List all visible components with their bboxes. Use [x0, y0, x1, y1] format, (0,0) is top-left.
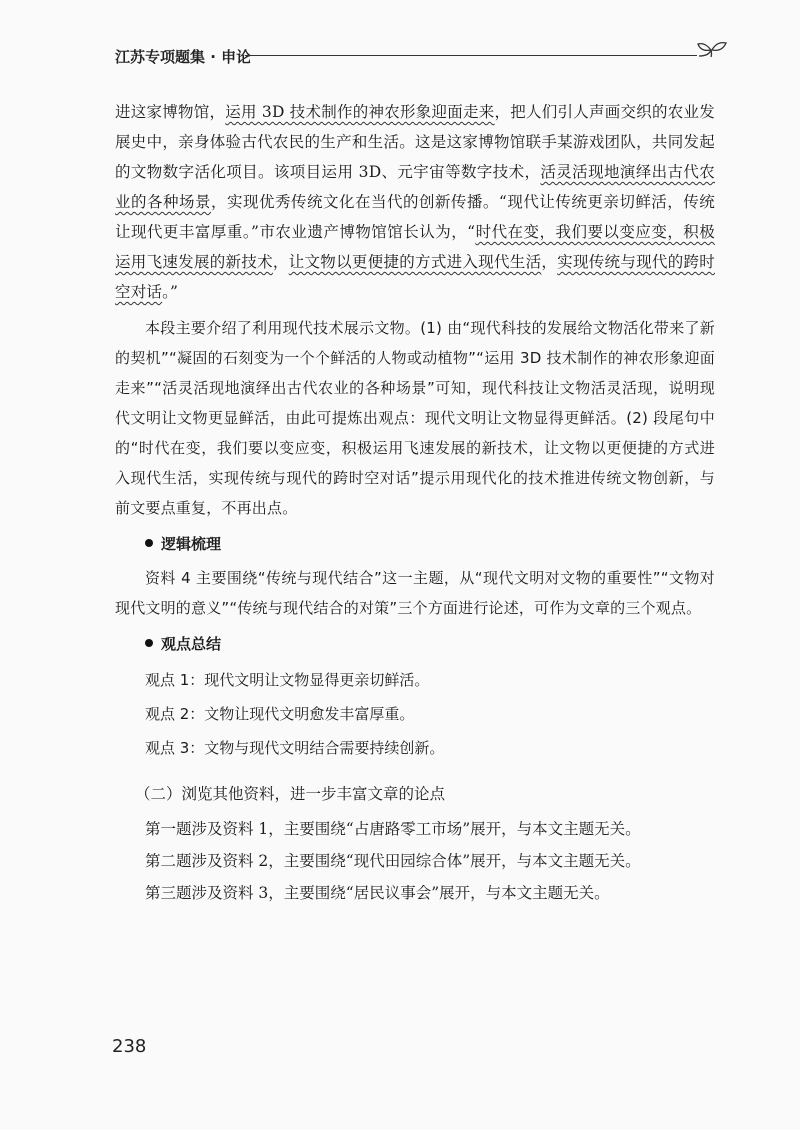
text-run: ，实现优秀传统文化在当代的创新传播。“现代让传统更亲切鲜活，传统让现代更丰富厚重。”市农业遗产博物馆馆长认为，“ [115, 193, 716, 241]
highlighted-phrase: 实现传统与现代的跨时空对话 [115, 253, 715, 301]
page-number: 238 [112, 1036, 147, 1057]
highlighted-phrase: 活灵活现地演绎出古代农业的各种场景 [115, 163, 715, 211]
view-point-3: 观点 3：文物与现代文明结合需要持续创新。 [145, 739, 445, 757]
text-run: 。” [162, 283, 179, 301]
sprout-icon [695, 40, 731, 70]
header-rule [245, 55, 697, 56]
text-run: ， [541, 253, 558, 271]
header-title: 江苏专项题集 · 申论 [115, 48, 252, 66]
text-run: ，把人们引人声画交织的农业发展史中，亲身体验古代农民的生产和生活。这是这家博物馆联手某游戏团队，共同发起的文物数字活化项目。该项目运用 3D、元宇宙等数字技术， [115, 103, 715, 181]
logic-paragraph: 资料 4 主要围绕“传统与现代结合”这一主题，从“现代文明对文物的重要性”“文物对现代文明的意义”“传统与现代结合的对策”三个方面进行论述，可作为文章的三个观点。 [115, 569, 715, 617]
browse-item-3: 第三题涉及资料 3，主要围绕“居民议事会”展开，与本文主题无关。 [145, 884, 610, 902]
highlighted-phrase: 时代在变，我们要以变应变，积极运用飞速发展的新技术 [115, 223, 715, 271]
analysis-paragraph: 本段主要介绍了利用现代技术展示文物。(1) 由“现代科技的发展给文物活化带来了新的契机”“凝固的石刻变为一个个鲜活的人物或动植物”“运用 3D 技术制作的神农形象迎面走来”“活灵活现地演绎出古代农业的各种场景”可知，现代科技让文物活灵活现，说明现代文明让文物更显鲜活，由此可提炼出观点：现代文明让文物显得更鲜活。(2) 段尾句中的“时代在变，我们要以变应变，积极运用飞速发展的新技术，让文物以更便捷的方式进入现代生活，实现传统与现代的跨时空对话”提示用现代化的技术推进传统文物创新，与前文要点重复，不再出点。 [115, 319, 715, 517]
browse-item-2: 第二题涉及资料 2，主要围绕“现代田园综合体”展开，与本文主题无关。 [145, 852, 641, 870]
summary-heading [145, 629, 715, 659]
view-point-1: 观点 1：现代文明让文物显得更亲切鲜活。 [145, 671, 430, 689]
material-paragraph [115, 97, 715, 307]
browse-heading: （二）浏览其他资料，进一步丰富文章的论点 [135, 785, 446, 803]
highlighted-phrase: 运用 3D 技术制作的神农形象迎面走来 [225, 103, 495, 121]
logic-heading [145, 529, 715, 559]
page-content [115, 97, 715, 909]
text-run: 进这家博物馆， [115, 103, 226, 121]
bullet-dot-icon [145, 539, 153, 547]
browse-item-1: 第一题涉及资料 1，主要围绕“占唐路零工市场”展开，与本文主题无关。 [145, 820, 641, 838]
bullet-dot-icon [145, 639, 153, 647]
page-header [115, 40, 725, 70]
logic-heading-text: 逻辑梳理 [161, 535, 222, 553]
view-point-2: 观点 2：文物让现代文明愈发丰富厚重。 [145, 705, 415, 723]
text-run: ， [272, 253, 289, 271]
summary-heading-text: 观点总结 [161, 635, 222, 653]
highlighted-phrase: 让文物以更便捷的方式进入现代生活 [288, 253, 542, 271]
